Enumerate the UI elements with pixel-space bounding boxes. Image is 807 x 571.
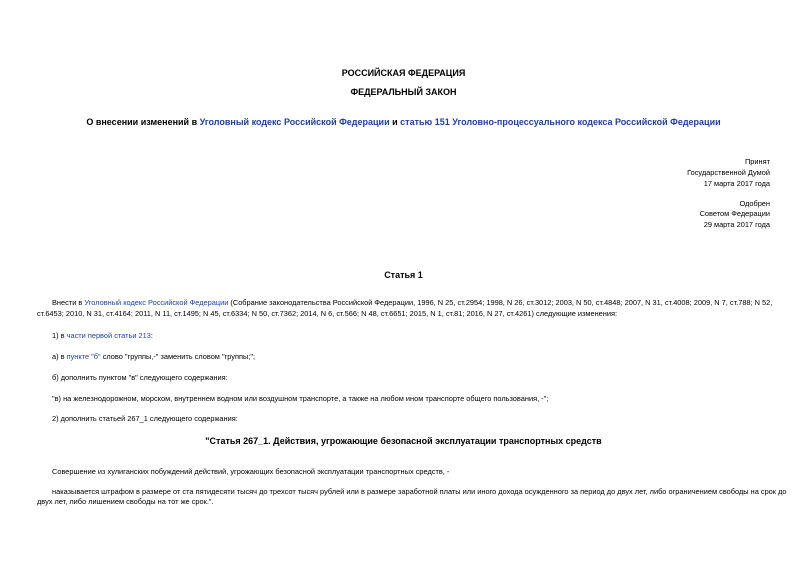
country-heading: РОССИЙСКАЯ ФЕДЕРАЦИЯ — [341, 68, 466, 78]
law-title-mid: и — [389, 117, 401, 127]
new-article-paragraph-1: Совершение из хулиганских побуждений действий, угрожающих безопасной эксплуатации транспортных средств, - — [52, 467, 450, 476]
item-1a-suffix: слово "группы,-" заменить словом "группы;"; — [100, 352, 256, 361]
law-title — [0, 117, 807, 127]
point-b-link[interactable]: пункте "б" — [66, 352, 101, 361]
item-2: 2) дополнить статьей 267_1 следующего содержания: — [52, 414, 238, 423]
approved-label: Одобрен — [739, 199, 770, 208]
intro-rest: (Собрание законодательства Российской Федерации, 1996, N 25, ст.2954; 1998, N 26, ст.3012; 2003, N 50, ст.4848; 2007, N 31, ст.4008; 2009, N 7, ст.788; N 52, — [228, 298, 773, 307]
accepted-label: Принят — [744, 157, 770, 166]
item-1a — [52, 352, 255, 361]
article-heading: Статья 1 — [384, 270, 423, 280]
new-article-paragraph-2-line-2: двух лет, либо лишением свободы на тот же срок.". — [37, 497, 214, 506]
item-1a-prefix: а) в — [52, 352, 67, 361]
new-article-title: "Статья 267_1. Действия, угрожающие безопасной эксплуатации транспортных средств — [205, 436, 602, 446]
accepted-by: Государственной Думой — [687, 168, 770, 177]
intro-criminal-code-link[interactable]: Уголовный кодекс Российской Федерации — [84, 298, 229, 307]
intro-line-2: ст.6453; 2010, N 31, ст.4164; 2011, N 11, ст.1495; N 45, ст.6334; N 50, ст.7362; 2014, N 6, ст.566; N 48, ст.6651; 2015, N 1, ст.81; 2016, N 27, ст.4261) следующие изменения: — [37, 309, 618, 318]
cpc-article-151-link[interactable]: статью 151 Уголовно-процессуального кодекса Российской Федерации — [400, 117, 721, 127]
item-1 — [52, 331, 153, 340]
item-1v: "в) на железнодорожном, морском, внутреннем водном или воздушном транспорте, а также на любом ином транспорте общего пользования, -"; — [52, 394, 549, 403]
new-article-paragraph-2-line-1: наказывается штрафом в размере от ста пятидесяти тысяч до трехсот тысяч рублей или в размере заработной платы или иного дохода осужденного за период до двух лет, либо ограничением свободы на срок до — [52, 487, 787, 496]
approved-date: 29 марта 2017 года — [703, 220, 770, 229]
item-1-suffix: : — [150, 331, 153, 340]
intro-line-1 — [52, 298, 772, 307]
criminal-code-link[interactable]: Уголовный кодекс Российской Федерации — [199, 117, 390, 127]
article-213-part-1-link[interactable]: части первой статьи 213 — [66, 331, 151, 340]
item-1b: б) дополнить пунктом "в" следующего содержания: — [52, 373, 228, 382]
law-title-prefix: О внесении изменений в — [86, 117, 200, 127]
law-type-heading: ФЕДЕРАЛЬНЫЙ ЗАКОН — [350, 87, 457, 97]
approved-by: Советом Федерации — [699, 209, 770, 218]
accepted-date: 17 марта 2017 года — [703, 179, 770, 188]
intro-prefix: Внести в — [52, 298, 85, 307]
item-1-prefix: 1) в — [52, 331, 67, 340]
